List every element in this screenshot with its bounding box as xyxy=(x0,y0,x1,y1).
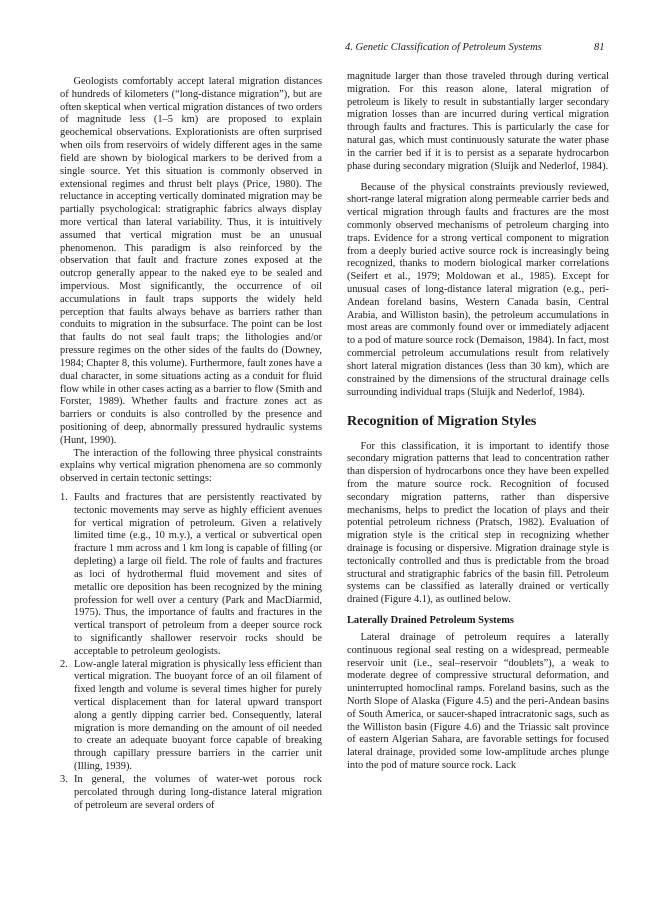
section-heading: Recognition of Migration Styles xyxy=(347,414,537,430)
list-text: Low-angle lateral migration is physically less efficient than vertical migration. The buoyant force of an oil filament of fixed length and volume is several times higher for purely vertical displacement than for lateral upward transport along a gently dipping carrier bed. Consequently, lateral migration is more demanding on the amount of oil needed to create an adequate buoyant force capable of breaking through capillary pressure barriers in the carrier unit (Illing, 1939). xyxy=(74,658,322,773)
paragraph: Because of the physical constraints previously reviewed, short-range lateral migration along permeable carrier beds and vertical migration through faults and fractures are the most commonly observed mechanisms of petroleum charging into traps. Evidence for a strong vertical component to migration from a deeply buried active source rock is increasingly being recognized, thanks to modern biological marker correlations (Seifert et al., 1979; Moldowan et al., 1985). Except for unusual cases of long-distance lateral migration (e.g., peri-Andean foreland basins, Western Canada basin, Central Arabia, and Williston basin), the petroleum accumulations in most areas are commonly found over or immediately adjacent to a pod of mature source rock (Demaison, 1984). In fact, most commercial petroleum accumulations result from relatively short lateral migration distances (less than 30 km), which are constrained by the dimensions of the structural drainage cells surrounding individual traps (Sluijk and Nederlof, 1984). xyxy=(347,181,609,398)
right-column xyxy=(347,71,609,773)
list-item xyxy=(60,774,322,812)
paragraph: Lateral drainage of petroleum requires a laterally continuous regional seal resting on a widespread, permeable reservoir unit (i.e., seal–reservoir “doublets”), a weak to moderate degree of compressive structural deformation, and uninterrupted homoclinal ramps. Foreland basins, such as the North Slope of Alaska (Figure 4.5) and the peri-Andean basins of South America, or saucer-shaped intracratonic sags, such as the Williston basin (Figure 4.6) and the Triassic salt province of eastern Algerian Sahara, are favorable settings for focused lateral drainage, provided some low-amplitude arches plunge into the pod of mature source rock. Lack xyxy=(347,631,609,772)
paragraph: Geologists comfortably accept lateral migration distances of hundreds of kilometers (“long-distance migration”), but are often skeptical when vertical migration distances of two orders of magnitude less (1–5 km) are proposed to explain geochemical observations. Explorationists are often surprised when oils from reservoirs of widely different ages in the same field are shown by biological markers to be derived from a single source. Yet this situation is commonly observed in extensional regimes and thrust belt plays (Price, 1980). The reluctance in accepting vertically dominated migration may be partially psychological: stratigraphic fabrics always display more vertical than lateral variability. Thus, it is intuitively assumed that vertical migration must be an unusual phenomenon. This paradigm is also reinforced by the observation that fault and fracture zones exposed at the outcrop generally appear to the naked eye to be sealed and impervious. Most significantly, the occurrence of oil accumulations in fault traps supports the widely held perception that faults always behave as barriers rather than conduits to migration in the subsurface. The point can be lost that faults do not seal fault traps; the lithologies and/or pressure regimes on the other sides of the faults do (Downey, 1984; Chapter 8, this volume). Furthermore, fault zones have a dual character, in some situations acting as a conduit for fluid flow while in other cases acting as a barrier to flow (Smith and Forster, 1989). Whether faults and fracture zones act as barriers or conduits is also controlled by the presence and positioning of deep, abnormally pressured hydraulic systems (Hunt, 1990). xyxy=(60,76,322,446)
list-text: In general, the volumes of water-wet porous rock percolated through during long-distance lateral migration of petroleum are several orders of xyxy=(74,773,322,811)
list-number: 2. xyxy=(60,658,68,670)
running-head: 4. Genetic Classification of Petroleum Systems xyxy=(345,42,542,53)
list-item xyxy=(60,492,322,659)
page-number: 81 xyxy=(594,42,605,53)
list-number: 3. xyxy=(60,773,68,785)
left-column xyxy=(60,76,322,812)
paragraph: magnitude larger than those traveled through during vertical migration. For this reason alone, lateral migration of petroleum is likely to result in substantially larger secondary migration losses than are incurred during vertical migration through faults and fractures. This is particularly the case for natural gas, which must continuously saturate the water phase in the carrier bed if it is to persist as a separate hydrocarbon phase during secondary migration (Sluijk and Nederlof, 1984). xyxy=(347,71,609,172)
list-item xyxy=(60,659,322,774)
paragraph: The interaction of the following three physical constraints explains why vertical migration phenomena are so commonly observed in certain tectonic settings: xyxy=(60,447,322,485)
paragraph: For this classification, it is important to identify those secondary migration patterns that lead to concentration rather than dispersion of hydrocarbons once they have been expelled from the mature source rock. Recognition of focused secondary migration patterns, rather than dispersive mechanisms, helps to predict the location of plays and their potential petroleum richness (Pratsch, 1982). Evaluation of migration style is the critical step in recognizing whether drainage is focusing or dispersive. Migration drainage style is tectonically controlled and thus is predictable from the broad structural and stratigraphic fabrics of the basin fill. Petroleum systems can be classified as laterally drained or vertically drained (Figure 4.1), as outlined below. xyxy=(347,440,609,606)
list-number: 1. xyxy=(60,492,68,503)
list-text: Faults and fractures that are persistently reactivated by tectonic movements may serve as highly efficient avenues for vertical migration of petroleum. Given a relatively limited time (e.g., 10 m.y.), a vertical or subvertical open fracture 1 mm across and 1 km long is capable of filling (or depleting) a large oil field. The role of faults and fractures as loci of hydrothermal fluid movement and sites of metallic ore deposition has been recognized by the mining profession for well over a century (Park and MacDiarmid, 1975). Thus, the importance of faults and fractures in the vertical transport of petroleum from a deeper source rock to significantly shallower reservoir rocks should be acceptable to petroleum geologists. xyxy=(74,492,322,657)
constraint-list xyxy=(60,492,322,812)
subsection-heading: Laterally Drained Petroleum Systems xyxy=(347,615,514,627)
